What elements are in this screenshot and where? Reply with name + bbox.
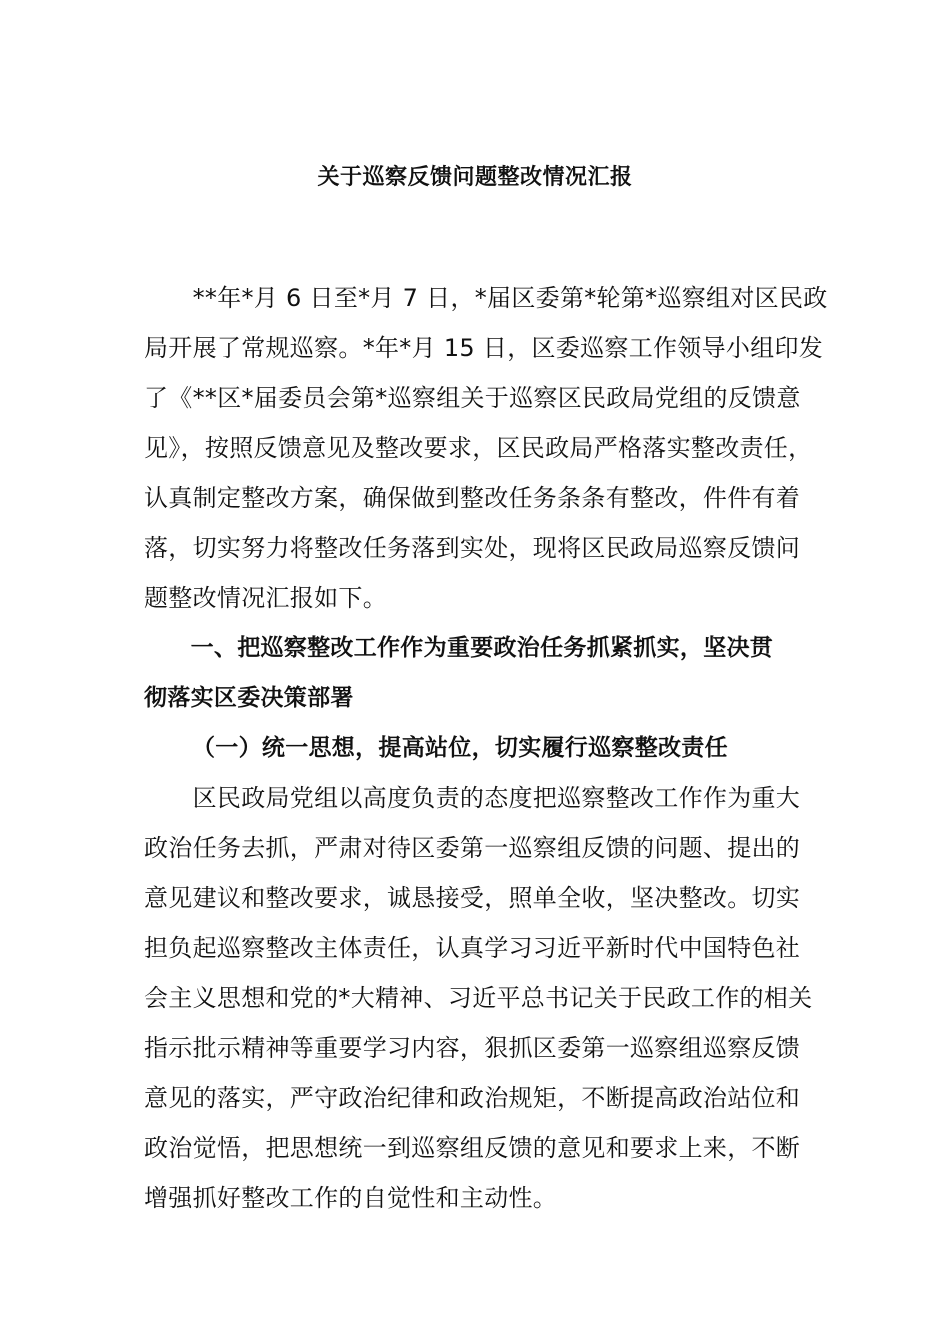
body-line-9: 增强抓好整改工作的自觉性和主动性。 (144, 1184, 558, 1212)
document-title: 关于巡察反馈问题整改情况汇报 (317, 165, 633, 190)
body-line-4: 担负起巡察整改主体责任，认真学习习近平新时代中国特色社 (144, 934, 801, 962)
section-heading-line-1: 一、把巡察整改工作作为重要政治任务抓紧抓实，坚决贯 (144, 635, 774, 661)
intro-line-1: **年*月 6 日至*月 7 日，*届区委第*轮第*巡察组对区民政 (144, 284, 828, 312)
body-line-6: 指示批示精神等重要学习内容，狠抓区委第一巡察组巡察反馈 (144, 1034, 801, 1062)
body-line-2: 政治任务去抓，严肃对待区委第一巡察组反馈的问题、提出的 (144, 834, 801, 862)
intro-line-7: 题整改情况汇报如下。 (144, 584, 387, 612)
section-heading-line-2: 彻落实区委决策部署 (144, 685, 354, 711)
body-line-5: 会主义思想和党的*大精神、习近平总书记关于民政工作的相关 (144, 984, 813, 1012)
body-line-1: 区民政局党组以高度负责的态度把巡察整改工作作为重大 (144, 784, 801, 812)
intro-line-6: 落，切实努力将整改任务落到实处，现将区民政局巡察反馈问 (144, 534, 801, 562)
intro-line-2: 局开展了常规巡察。*年*月 15 日，区委巡察工作领导小组印发 (144, 334, 824, 362)
body-line-7: 意见的落实，严守政治纪律和政治规矩，不断提高政治站位和 (144, 1084, 801, 1112)
body-line-8: 政治觉悟，把思想统一到巡察组反馈的意见和要求上来，不断 (144, 1134, 801, 1162)
body-line-3: 意见建议和整改要求，诚恳接受，照单全收，坚决整改。切实 (144, 884, 801, 912)
intro-line-3: 了《**区*届委员会第*巡察组关于巡察区民政局党组的反馈意 (144, 384, 801, 412)
intro-line-5: 认真制定整改方案，确保做到整改任务条条有整改，件件有着 (144, 484, 801, 512)
intro-line-4: 见》，按照反馈意见及整改要求，区民政局严格落实整改责任， (144, 434, 813, 462)
subsection-heading: （一）统一思想，提高站位，切实履行巡察整改责任 (192, 735, 728, 761)
